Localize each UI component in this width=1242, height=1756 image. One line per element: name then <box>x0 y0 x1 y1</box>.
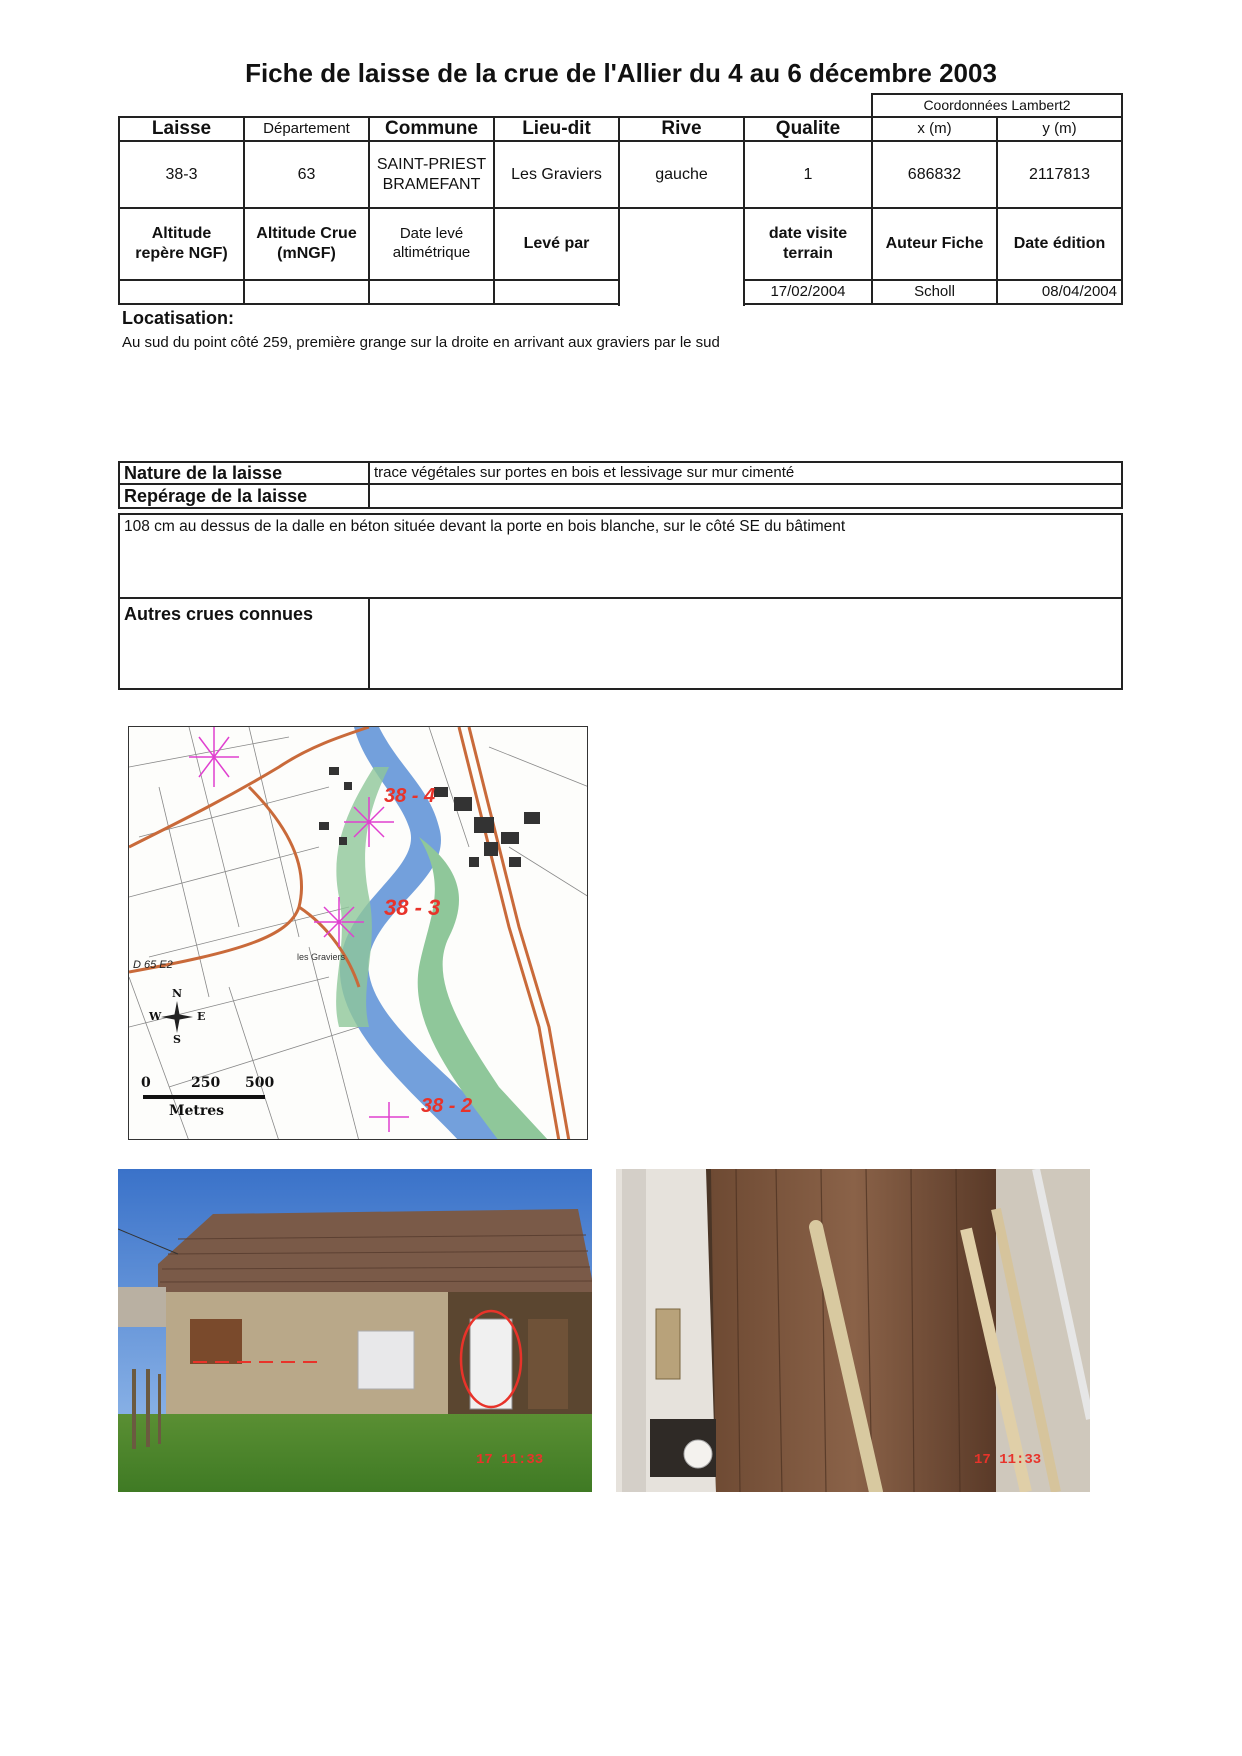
photo-barn-timestamp: 17 11:33 <box>476 1452 544 1468</box>
photo-barn <box>118 1169 592 1492</box>
header-x: x (m) <box>871 116 998 142</box>
blank-rive-col <box>618 207 745 306</box>
header-date-visite <box>743 207 873 281</box>
map-label-38-3: 38 - 3 <box>384 895 441 920</box>
value-departement: 63 <box>243 140 370 209</box>
header-lieu-dit: Lieu-dit <box>493 116 620 142</box>
value-date-leve <box>368 279 495 305</box>
coord-header: Coordonnées Lambert2 <box>871 93 1123 118</box>
value-lieu-dit: Les Graviers <box>493 140 620 209</box>
scale-500: 500 <box>245 1075 275 1091</box>
header-laisse: Laisse <box>118 116 245 142</box>
value-laisse: 38-3 <box>118 140 245 209</box>
photo-door-timestamp: 17 11:33 <box>974 1452 1042 1468</box>
date-visite-line2: terrain <box>783 245 833 262</box>
value-rive: gauche <box>618 140 745 209</box>
reperage-value <box>368 483 1123 509</box>
header-leve-par: Levé par <box>493 207 620 281</box>
commune-line1: SAINT-PRIEST <box>376 155 487 173</box>
compass-rose <box>149 989 205 1045</box>
scale-250: 250 <box>191 1075 221 1091</box>
autres-crues-label: Autres crues connues <box>118 597 370 690</box>
map-label-village: les Graviers <box>297 952 346 962</box>
date-leve-line2: altimétrique <box>392 244 471 261</box>
date-leve-line1: Date levé <box>399 225 464 243</box>
header-commune: Commune <box>368 116 495 142</box>
location-map <box>128 726 588 1140</box>
compass-south: S <box>173 1033 181 1046</box>
header-auteur-fiche: Auteur Fiche <box>871 207 998 281</box>
localisation-text: Au sud du point côté 259, première grange sur la droite en arrivant aux graviers par le sud <box>122 334 720 351</box>
value-leve-par <box>493 279 620 305</box>
commune-line2: BRAMEFANT <box>382 175 481 193</box>
header-altitude-crue <box>243 207 370 281</box>
header-date-leve <box>368 207 495 281</box>
localisation-label: Locatisation: <box>122 308 235 328</box>
date-visite-line1: date visite <box>768 225 848 242</box>
compass-north: N <box>172 987 183 1000</box>
scale-unit: Metres <box>169 1103 225 1119</box>
compass-west: W <box>149 1010 162 1023</box>
header-y: y (m) <box>996 116 1123 142</box>
value-altitude-crue <box>243 279 370 305</box>
nature-label: Nature de la laisse <box>118 461 370 485</box>
value-qualite: 1 <box>743 140 873 209</box>
reperage-label: Repérage de la laisse <box>118 483 370 509</box>
nature-value: trace végétales sur portes en bois et lessivage sur mur cimenté <box>368 461 1123 485</box>
value-y: 2117813 <box>996 140 1123 209</box>
altitude-repere-line2: repère NGF) <box>135 245 228 262</box>
scale-0: 0 <box>141 1075 151 1091</box>
map-label-road: D 65 E2 <box>133 959 173 971</box>
scale-bar <box>141 1075 281 1125</box>
value-altitude-repere <box>118 279 245 305</box>
header-departement: Département <box>243 116 370 142</box>
map-label-38-2: 38 - 2 <box>421 1095 473 1117</box>
altitude-crue-line2: (mNGF) <box>277 245 336 262</box>
header-qualite: Qualite <box>743 116 873 142</box>
value-x: 686832 <box>871 140 998 209</box>
autres-crues-value <box>368 597 1123 690</box>
value-commune <box>368 140 495 209</box>
reperage-text: 108 cm au dessus de la dalle en béton située devant la porte en bois blanche, sur le côté SE du bâtiment <box>118 513 1123 599</box>
header-altitude-repere <box>118 207 245 281</box>
value-date-visite: 17/02/2004 <box>743 279 873 305</box>
map-label-38-4: 38 - 4 <box>384 785 436 807</box>
header-date-edition: Date édition <box>996 207 1123 281</box>
value-auteur-fiche: Scholl <box>871 279 998 305</box>
page-title: Fiche de laisse de la crue de l'Allier du 4 au 6 décembre 2003 <box>245 58 997 88</box>
altitude-crue-line1: Altitude Crue <box>256 225 357 242</box>
photo-door-closeup <box>616 1169 1090 1492</box>
value-date-edition: 08/04/2004 <box>996 279 1123 305</box>
altitude-repere-line1: Altitude <box>151 225 212 242</box>
header-rive: Rive <box>618 116 745 142</box>
compass-icon <box>149 989 205 1045</box>
compass-east: E <box>197 1010 206 1023</box>
